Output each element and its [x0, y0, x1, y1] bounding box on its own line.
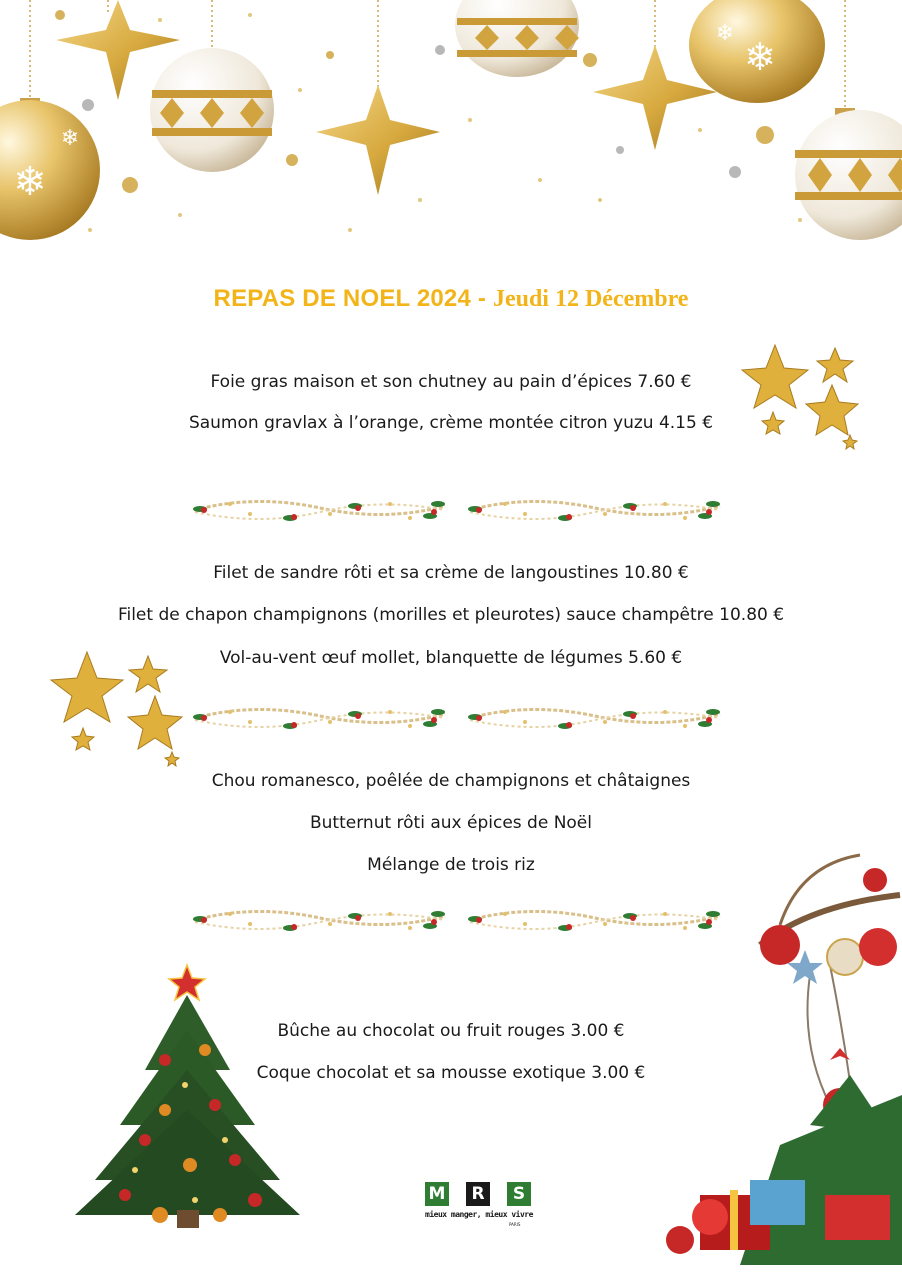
menu-item-starter: Foie gras maison et son chutney au pain d’épices 7.60 € [210, 372, 692, 392]
christmas-tree-icon [65, 960, 310, 1235]
gold-ornament-icon [689, 0, 825, 103]
garland-divider-icon [190, 492, 450, 528]
white-ornament-icon [795, 108, 902, 240]
white-ornament-icon [455, 0, 579, 77]
garland-divider-icon [190, 700, 450, 736]
christmas-corner-decoration-icon [660, 845, 902, 1265]
white-ornament-icon [150, 48, 274, 172]
menu-item-main: Filet de sandre rôti et sa crème de langoustines 10.80 € [213, 563, 689, 583]
svg-text:❄: ❄ [715, 21, 735, 46]
mrs-logo [425, 1180, 537, 1240]
svg-text:❄: ❄ [744, 35, 776, 79]
menu-item-starter: Saumon gravlax à l’orange, crème montée citron yuzu 4.15 € [188, 413, 714, 433]
menu-item-dessert: Bûche au chocolat ou fruit rouges 3.00 € [277, 1021, 625, 1041]
garland-divider-icon [465, 492, 725, 528]
gold-ornament-icon [0, 98, 100, 240]
svg-text:❄ [0, 127, 1, 157]
garland-divider-icon [190, 902, 450, 938]
garland-divider-icon [465, 700, 725, 736]
menu-item-side: Mélange de trois riz [367, 855, 535, 875]
logo-city: PARIS [509, 1222, 521, 1227]
menu-item-main: Vol-au-vent œuf mollet, blanquette de légumes 5.60 € [219, 648, 683, 668]
header-decoration [0, 0, 902, 250]
menu-item-dessert: Coque chocolat et sa mousse exotique 3.00 € [256, 1063, 646, 1083]
page-title [0, 284, 902, 313]
title-main: REPAS DE NOEL 2024 - [213, 285, 493, 312]
svg-text:❄: ❄ [13, 159, 47, 205]
menu-item-side: Butternut rôti aux épices de Noël [310, 813, 592, 833]
logo-letter: S [507, 1182, 531, 1206]
gold-stars-cluster-icon [45, 648, 185, 766]
logo-tagline: mieux manger, mieux vivre [425, 1210, 533, 1219]
logo-letter: M [425, 1182, 449, 1206]
menu-item-main: Filet de chapon champignons (morilles et pleurotes) sauce champêtre 10.80 € [117, 605, 785, 625]
gold-stars-cluster-icon [740, 340, 865, 450]
svg-text:❄: ❄ [60, 126, 80, 151]
logo-letter: R [466, 1182, 490, 1206]
menu-item-side: Chou romanesco, poêlée de champignons et châtaignes [211, 771, 691, 791]
title-date: Jeudi 12 Décembre [492, 286, 689, 312]
